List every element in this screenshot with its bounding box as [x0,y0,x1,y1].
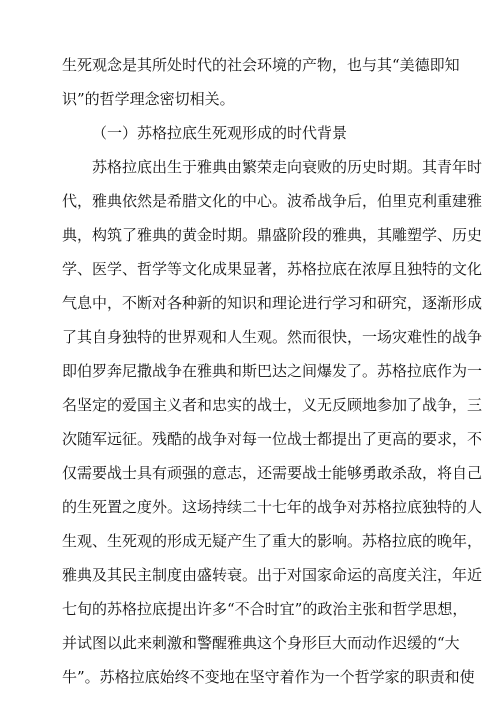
paragraph-line: 雅典及其民主制度由盛转衰。出于对国家命运的高度关注，年近 [62,566,483,584]
paragraph-line: 典，构筑了雅典的黄金时期。鼎盛阶段的雅典，其雕塑学、历史 [62,226,483,244]
paragraph-line: 学、医学、哲学等文化成果显著，苏格拉底在浓厚且独特的文化 [62,260,483,278]
paragraph-line: 次随军远征。残酷的战争对每一位战士都提出了更高的要求，不 [62,430,483,448]
section-heading: （一）苏格拉底生死观形成的时代背景 [92,124,348,142]
paragraph-line: 仅需要战士具有顽强的意志，还需要战士能够勇敢杀敌，将自己 [62,464,483,482]
document-page [62,48,483,694]
paragraph-line: 气息中，不断对各种新的知识和理论进行学习和研究，逐渐形成 [62,294,483,312]
paragraph-line: 了其自身独特的世界观和人生观。然而很快，一场灾难性的战争 [62,328,483,346]
paragraph-line: 的生死置之度外。这场持续二十七年的战争对苏格拉底独特的人 [62,498,483,516]
paragraph-line: 牛”。苏格拉底始终不变地在坚守着作为一个哲学家的职责和使 [62,668,475,686]
paragraph-line: 生观、生死观的形成无疑产生了重大的影响。苏格拉底的晚年， [62,532,483,550]
paragraph-line: 识”的哲学理念密切相关。 [62,90,235,108]
paragraph-line: 苏格拉底出生于雅典由繁荣走向衰败的历史时期。其青年时 [92,158,483,176]
paragraph-line: 生死观念是其所处时代的社会环境的产物，也与其“美德即知 [62,56,460,74]
paragraph-line: 代，雅典依然是希腊文化的中心。波希战争后，伯里克利重建雅 [62,192,483,210]
paragraph-line: 名坚定的爱国主义者和忠实的战士，义无反顾地参加了战争，三 [62,396,483,414]
paragraph-line: 七旬的苏格拉底提出许多“不合时宜”的政治主张和哲学思想， [62,600,468,618]
paragraph-line: 即伯罗奔尼撒战争在雅典和斯巴达之间爆发了。苏格拉底作为一 [62,362,483,380]
paragraph-line: 并试图以此来刺激和警醒雅典这个身形巨大而动作迟缓的“大 [62,634,460,652]
